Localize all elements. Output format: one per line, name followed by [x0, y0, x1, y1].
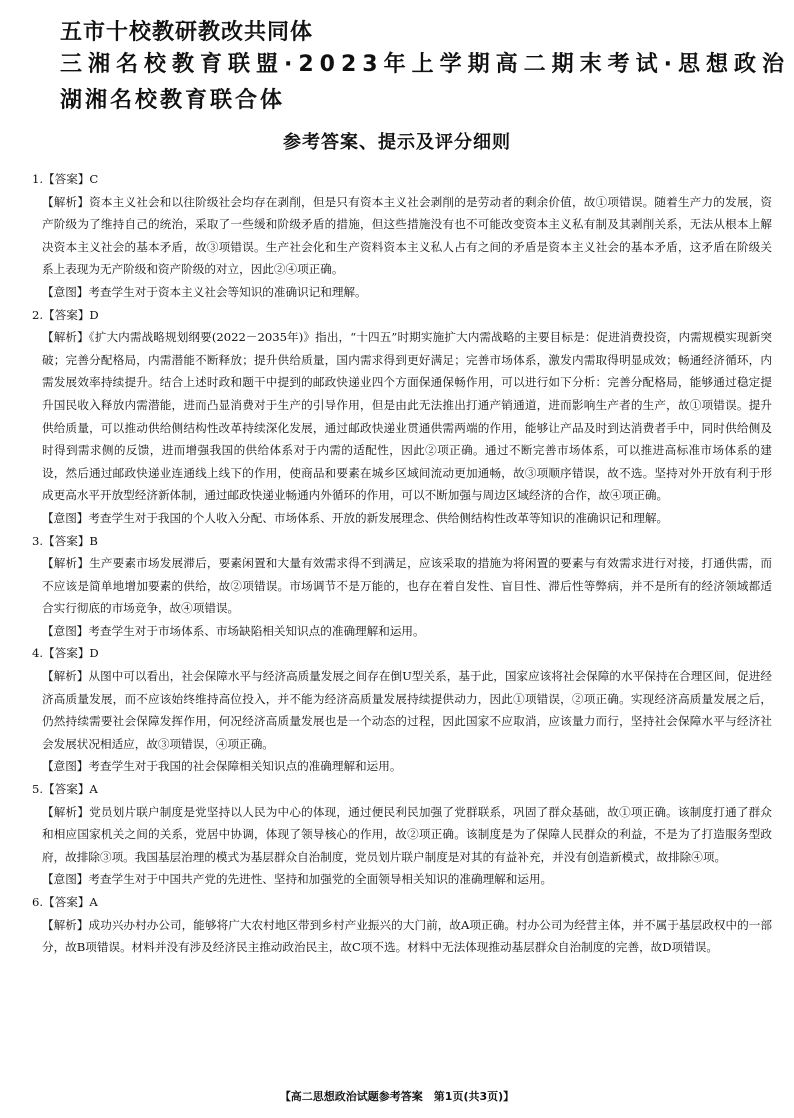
answer-content [32, 168, 772, 959]
intent-text: 【意图】考查学生对于中国共产党的先进性、坚持和加强党的全面领导相关知识的准确理解和运用。 [42, 872, 553, 887]
analysis-text: 【解析】党员划片联户制度是党坚持以人民为中心的体现，通过便民利民加强了党群联系，巩固了群众基础，故①项正确。该制度打通了群众和相应国家机关之间的关系，党居中协调，体现了领导核心的作用，故②项正确。该制度是为了保障人民群众的利益，不是为了打造服务型政府，故排除③项。我国基层治理的模式为基层群众自治制度，党员划片联户制度是对其的有益补充，并没有创造新模式，故排除④项。 [42, 804, 772, 864]
analysis-text: 【解析】成功兴办村办公司，能够将广大农村地区带到乡村产业振兴的大门前，故A项正确。村办公司为经营主体，并不属于基层政权中的一部分，故B项错误。材料并没有涉及经济民主推动政治民主，故C项不选。材料中无法体现推动基层群众自治制度的完善，故D项错误。 [42, 917, 772, 955]
answer-line: 2.【答案】D [32, 307, 99, 322]
answer-line: 4.【答案】D [32, 646, 99, 661]
intent-text: 【意图】考查学生对于我国的个人收入分配、市场体系、开放的新发展理念、供给侧结构性改革等知识的准确识记和理解。 [42, 510, 669, 525]
question-3 [32, 530, 772, 643]
question-2 [32, 304, 772, 530]
answer-line: 5.【答案】A [32, 782, 98, 797]
intent-text: 【意图】考查学生对于资本主义社会等知识的准确识记和理解。 [42, 284, 367, 299]
analysis-text: 【解析】资本主义社会和以往阶级社会均存在剥削，但是只有资本主义社会剥削的是劳动者的剩余价值，故①项错误。随着生产力的发展，资产阶级为了维持自己的统治，采取了一些缓和阶级矛盾的措施，但这些措施没有也不可能改变资本主义私有制及其剥削关系，无法从根本上解决资本主义社会的基本矛盾，故③项错误。生产社会化和生产资料资本主义私人占有之间的矛盾是资本主义社会的基本矛盾，这矛盾在阶级关系上表现为无产阶级和资产阶级的对立，因此②④项正确。 [42, 194, 772, 277]
question-4 [32, 642, 772, 778]
answer-line: 3.【答案】B [32, 533, 98, 548]
page-subtitle: 参考答案、提示及评分细则 [283, 132, 511, 153]
header-line-1: 五市十校教研教改共同体 [60, 20, 314, 45]
header-line-3: 湖湘名校教育联合体 [60, 88, 286, 113]
page-footer: 【高二思想政治试题参考答案 第1页(共3页)】 [279, 1090, 515, 1103]
analysis-text: 【解析】从图中可以看出，社会保障水平与经济高质量发展之间存在倒U型关系，基于此，国家应该将社会保障的水平保持在合理区间，促进经济高质量发展，而不应该始终维持高位投入，并不能为经济高质量发展持续提供动力，因此①项错误，②项正确。实现经济高质量发展之后，仍然持续需要社会保障发挥作用，何况经济高质量发展也是一个动态的过程，因此国家不应取消，应该量力而行，坚持社会保障水平与经济社会发展状况相适应，故③项错误，④项正确。 [42, 669, 772, 751]
question-5 [32, 778, 772, 891]
analysis-text: 【解析】《扩大内需战略规划纲要(2022－2035年)》指出，“十四五”时期实施扩大内需战略的主要目标是：促进消费投资，内需规模实现新突破；完善分配格局，内需潜能不断释放；提升供给质量，国内需求得到更好满足；完善市场体系，激发内需取得明显成效；畅通经济循环，内需发展效率持续提升。结合上述时政和题干中提到的邮政快递业四个方面保通保畅作用，可以进行如下分析：完善分配格局，能够通过稳定提升国民收入释放内需潜能，进而凸显消费对于生产的引导作用，但是由此无法推出打通产销通道，进而影响生产者的生产，故①项错误。提升供给质量，可以推动供给侧结构性改革持续深化发展，通过邮政快递业贯通供需两端的作用，能够让产品及时到达消费者手中，同时供给侧及时得到需求侧的反馈，进而增强我国的供给体系对于内需的适配性，因此②项正确。通过不断完善市场体系，可以推进高标准市场体系的建设，然后通过邮政快递业连通线上线下的作用，使商品和要素在城乡区域间流动更加通畅，故③项顺序错误，故不选。坚持对外开放有利于形成更高水平开放型经济新体制，通过邮政快递业畅通内外循环的作用，可以不断加强与周边区域经济的合作，故④项正确。 [42, 330, 772, 503]
answer-line: 1.【答案】C [32, 172, 99, 186]
question-6 [32, 891, 772, 959]
header-line-2: 三湘名校教育联盟·2023年上学期高二期末考试·思想政治 [60, 52, 790, 77]
analysis-text: 【解析】生产要素市场发展滞后，要素闲置和大量有效需求得不到满足，应该采取的措施为将闲置的要素与有效需求进行对接，打通供需，而不应该是简单地增加要素的供给，故②项错误。市场调节不是万能的，也存在着自发性、盲目性、滞后性等弊病，并不是所有的经济领域都适合实行彻底的市场竞争，故④项错误。 [42, 556, 772, 616]
question-1 [32, 168, 772, 304]
intent-text: 【意图】考查学生对于我国的社会保障相关知识点的准确理解和运用。 [42, 759, 402, 774]
intent-text: 【意图】考查学生对于市场体系、市场缺陷相关知识点的准确理解和运用。 [42, 623, 425, 638]
answer-line: 6.【答案】A [32, 895, 98, 909]
